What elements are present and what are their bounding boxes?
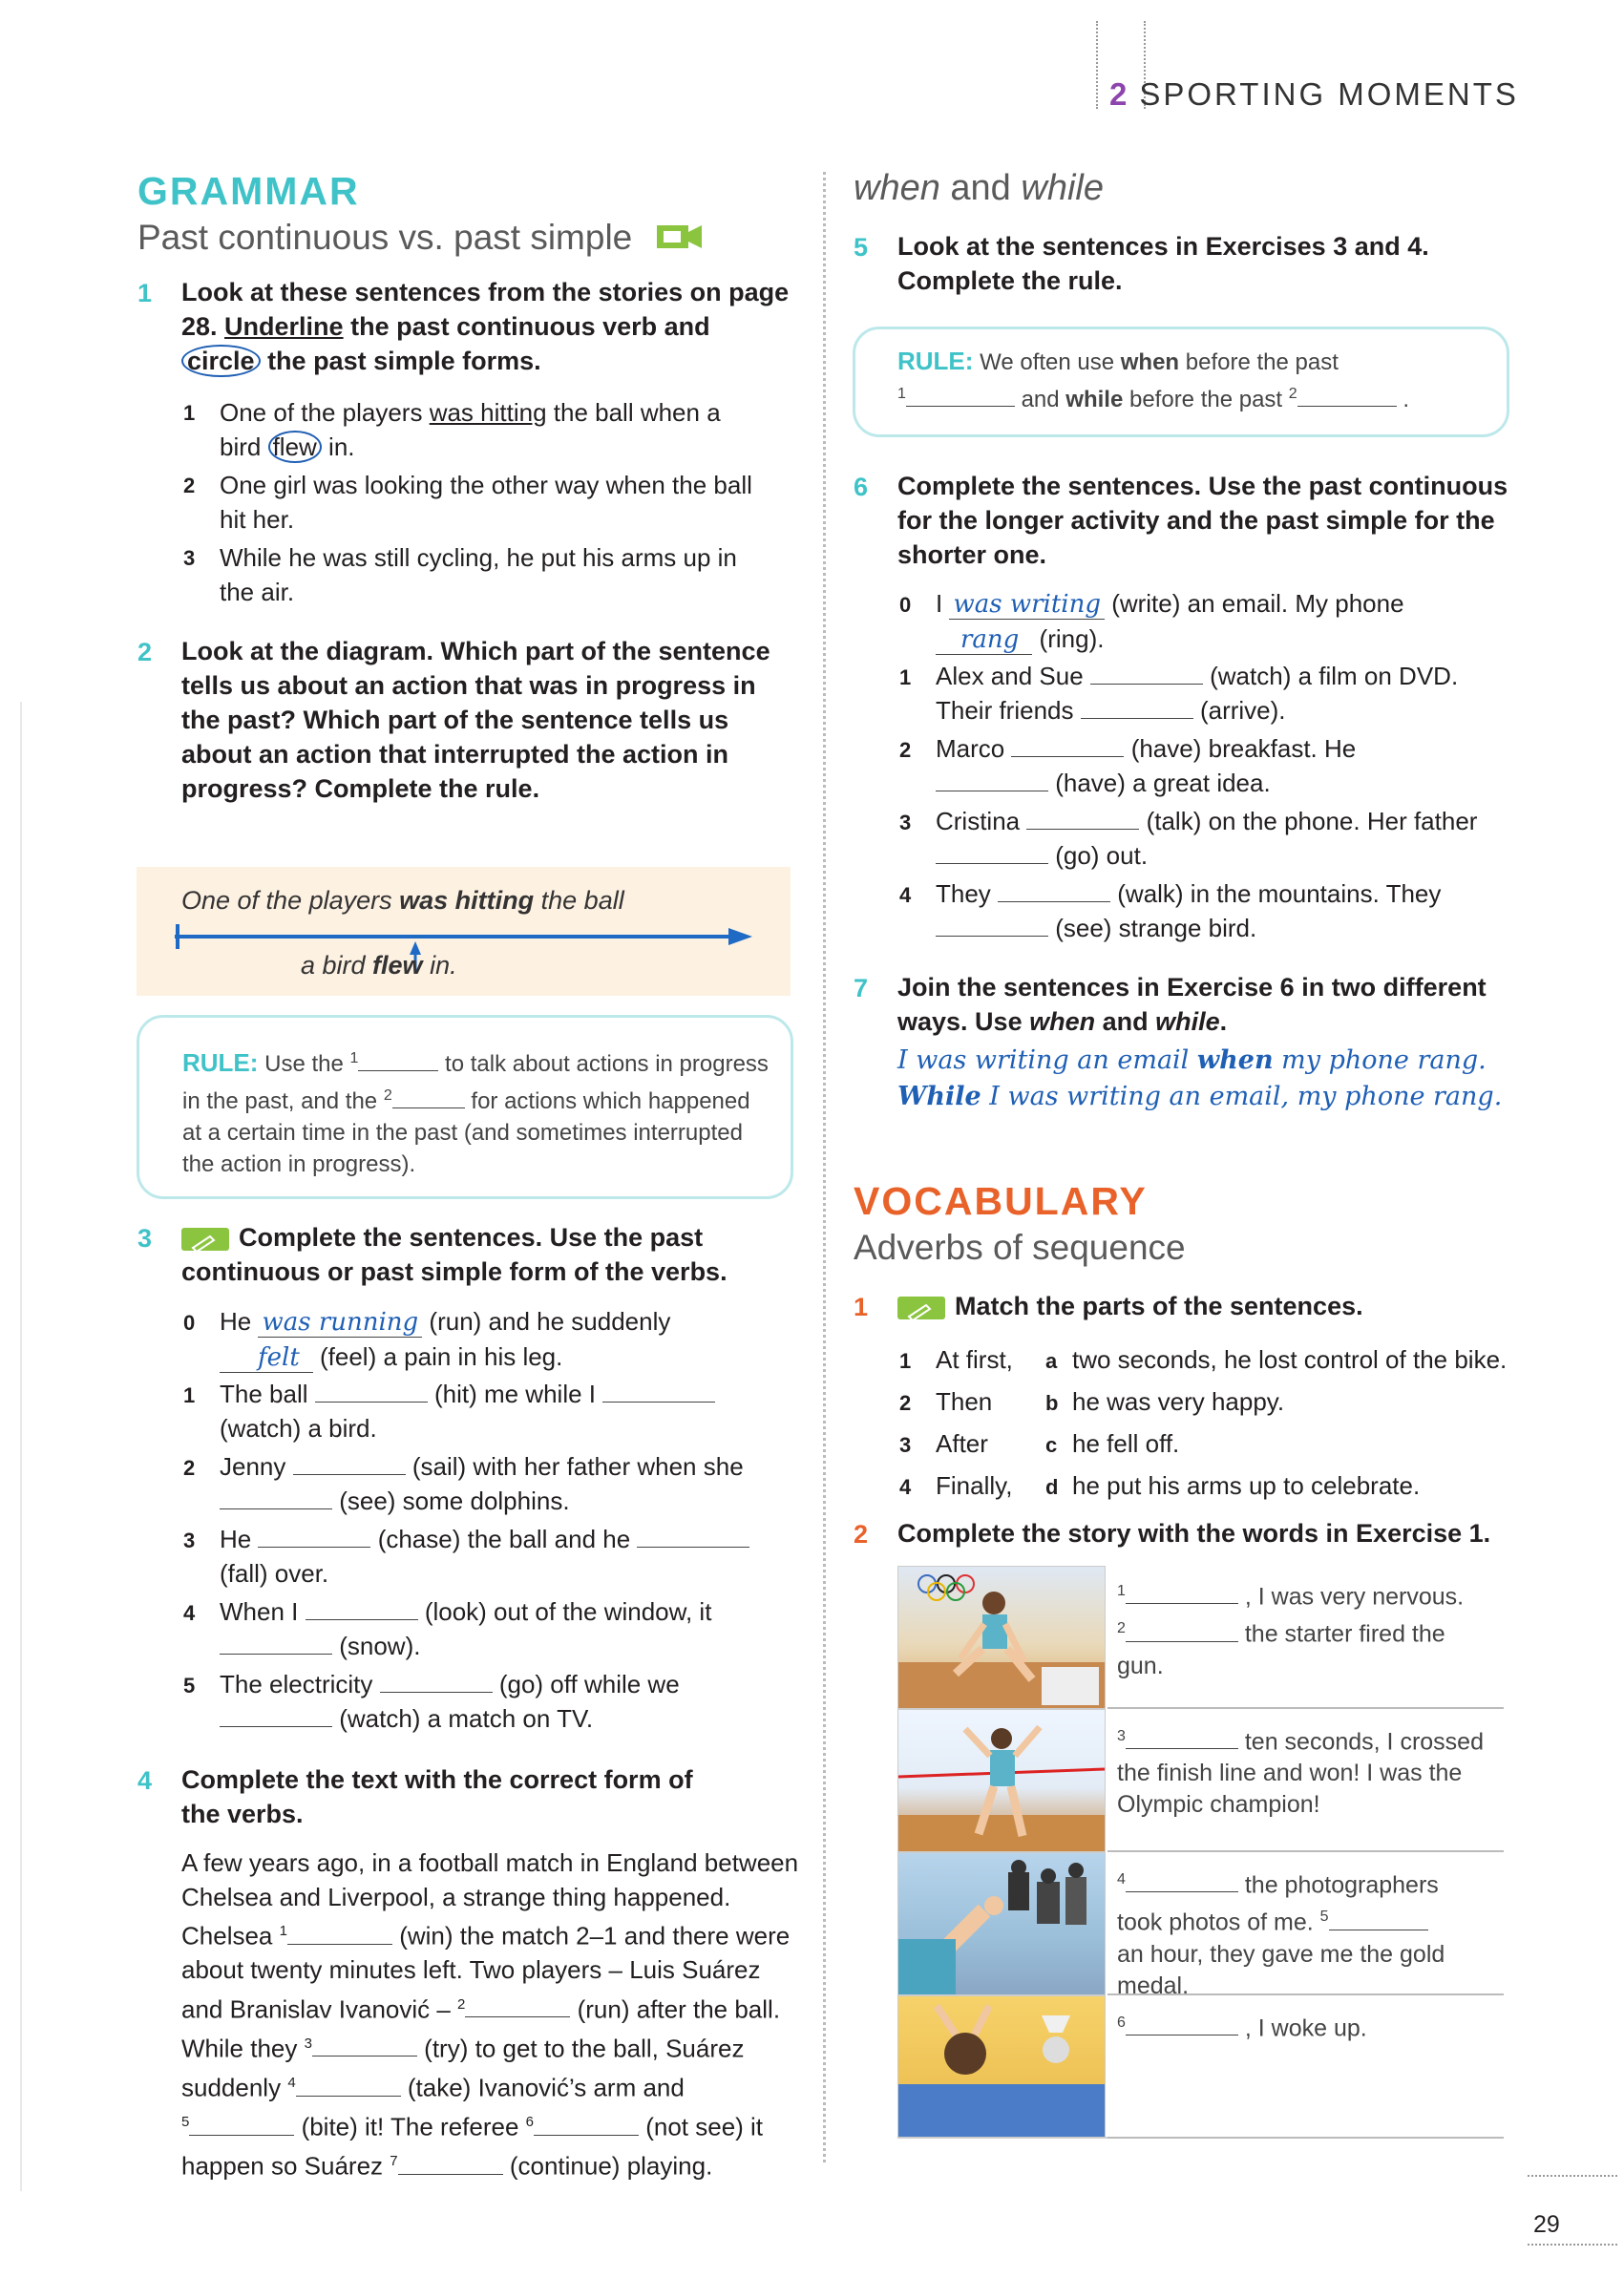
ex3-item2-blank2[interactable] <box>220 1489 332 1509</box>
ex1-line3b: the past simple forms. <box>260 347 541 375</box>
ex4-p3b: (win) the match 2–1 and there were <box>391 1921 791 1951</box>
ex3-item1 <box>220 1377 715 1445</box>
ex7-answers <box>897 1043 1502 1115</box>
ex6-item0-b: (write) an email. My phone <box>1104 589 1404 618</box>
story-t2: the starter fired the <box>1237 1620 1445 1648</box>
ex3-item3-blank1[interactable] <box>258 1528 370 1548</box>
ex6-item0-a: I <box>936 589 950 618</box>
rule-1-text <box>182 1043 793 1180</box>
rule-1-c: in the past, and the <box>182 1088 384 1114</box>
ex6-item1-b: (watch) a film on DVD. <box>1202 662 1459 690</box>
ex7-l2c: and <box>1095 1007 1156 1036</box>
ex3-item1-blank2[interactable] <box>602 1382 715 1403</box>
grammar-ex3-number: 3 <box>137 1224 153 1253</box>
ex7-ans2a: While <box>897 1082 981 1111</box>
ex3-item3 <box>220 1522 749 1591</box>
ex6-item2 <box>936 731 1356 800</box>
ex3-item2-number: 2 <box>183 1456 196 1480</box>
ex6-item1 <box>936 659 1458 728</box>
ex4-line1: Complete the text with the correct form of <box>181 1765 693 1794</box>
rule-1-s1: 1 <box>349 1050 359 1066</box>
ex6-item3-a: Cristina <box>936 807 1027 835</box>
ex4-s2: 2 <box>457 1995 466 2013</box>
ex3-item0-number: 0 <box>183 1311 196 1335</box>
ex7-instructions <box>897 970 1547 1039</box>
diagram-f: in. <box>422 951 457 980</box>
left-margin-bar <box>20 702 22 2191</box>
grammar-ex1-number: 1 <box>137 279 153 307</box>
unit-header <box>1109 76 1519 113</box>
ex1-item3-number: 3 <box>183 546 196 570</box>
ex5-line1: Look at the sentences in Exercises 3 and 4. <box>897 232 1429 261</box>
story-s4: 4 <box>1117 1871 1126 1888</box>
vocabulary-subtitle: Adverbs of sequence <box>854 1228 1186 1267</box>
ex7-ans1b: when <box>1196 1045 1274 1075</box>
ex7-l2a: ways. Use <box>897 1007 1030 1036</box>
rule-2-e: . <box>1396 387 1410 412</box>
story-t8: took photos of me. <box>1117 1909 1320 1936</box>
ex4-blank7[interactable] <box>398 2155 503 2175</box>
ex4-p5b: (run) after the ball. <box>570 1994 781 2024</box>
grammar-ex1-instructions <box>181 275 802 378</box>
ex6-item3-blank2[interactable] <box>936 844 1048 864</box>
ex3-item3-blank2[interactable] <box>637 1528 749 1548</box>
ex6-item0-answer2: rang <box>936 625 1032 655</box>
match-left-4-num: 4 <box>899 1475 912 1499</box>
story-t4: ten seconds, I crossed <box>1237 1728 1484 1756</box>
ex3-item4-blank1[interactable] <box>306 1600 418 1620</box>
rule-1-s2: 2 <box>383 1087 392 1104</box>
diagram-c: the ball <box>534 886 624 915</box>
ex1-line2c: the past continuous verb and <box>343 312 710 341</box>
rule-1-d: for actions which happened <box>464 1088 750 1114</box>
grammar-title: GRAMMAR <box>137 169 360 213</box>
ex3-item0-c: (feel) a pain in his leg. <box>312 1342 563 1371</box>
ex3-item1-b: (hit) me while I <box>427 1380 603 1408</box>
grammar-subtitle-text: Past continuous vs. past simple <box>137 218 633 257</box>
ex3-item4-blank2[interactable] <box>220 1635 332 1655</box>
ex3-item3-number: 3 <box>183 1529 196 1552</box>
ex6-item4-blank2[interactable] <box>936 917 1048 937</box>
ex3-item5-b: (go) off while we <box>492 1670 680 1698</box>
ex6-item2-blank2[interactable] <box>936 771 1048 791</box>
vocab-ex1-head: Match the parts of the sentences. <box>955 1292 1363 1320</box>
ex4-p7b: (take) Ivanović’s arm and <box>400 2073 685 2102</box>
rule-1-label: RULE: <box>182 1048 259 1077</box>
ex3-item4-a: When I <box>220 1597 306 1626</box>
story-t7: the photographers <box>1237 1871 1439 1899</box>
ex6-item0 <box>936 586 1404 657</box>
grammar-ex2-instructions <box>181 634 802 806</box>
ex3-item0-answer1: was running <box>258 1308 422 1338</box>
ex3-item3-c: (fall) over. <box>220 1559 329 1588</box>
ex6-item4-a: They <box>936 879 999 908</box>
ex7-ans1c: my phone rang. <box>1273 1045 1487 1075</box>
rule-2-s2: 2 <box>1288 386 1297 402</box>
unit-title: SPORTING MOMENTS <box>1139 76 1519 112</box>
ex4-s4: 4 <box>287 2074 296 2091</box>
title-and: and <box>939 168 1022 208</box>
title-when: when <box>854 168 940 208</box>
story-panel-1-text <box>1117 1575 1464 1682</box>
ex1-item3-l2: the air. <box>220 578 295 606</box>
ex3-item5-number: 5 <box>183 1674 196 1698</box>
rule-2-s1: 1 <box>897 386 906 402</box>
ex4-blank3[interactable] <box>312 2036 417 2057</box>
ex1-item1-circled: flew <box>268 431 322 463</box>
ex1-line2 <box>181 309 802 344</box>
ex6-item3-c: (go) out. <box>1048 841 1149 870</box>
match-right-a-letter: a <box>1045 1349 1058 1373</box>
match-right-b: he was very happy. <box>1072 1387 1285 1416</box>
story-s3: 3 <box>1117 1728 1126 1744</box>
match-left-1-num: 1 <box>899 1349 912 1373</box>
story-picture-1 <box>897 1566 1106 1709</box>
match-right-c: he fell off. <box>1072 1429 1180 1458</box>
vocab-ex2-number: 2 <box>854 1520 869 1549</box>
story-blank4[interactable] <box>1126 1872 1238 1892</box>
ex6-item2-number: 2 <box>899 738 912 762</box>
ex4-s7: 7 <box>390 2153 398 2170</box>
ex3-line1: Complete the sentences. Use the past <box>239 1223 704 1252</box>
ex6-item2-a: Marco <box>936 734 1012 763</box>
video-icon <box>656 220 704 260</box>
rule-2-a: We often use <box>973 349 1121 375</box>
ex6-item4-blank1[interactable] <box>998 882 1110 902</box>
ex1-item2-number: 2 <box>183 474 196 497</box>
ex3-item1-c: (watch) a bird. <box>220 1414 377 1443</box>
story-panel-2-text <box>1117 1720 1484 1821</box>
ex6-item2-blank1[interactable] <box>1011 737 1124 757</box>
story-t9: an hour, they gave me the gold <box>1117 1940 1445 1968</box>
ex1-item2 <box>220 468 752 537</box>
ex1-item1-c: the ball when a <box>546 398 721 427</box>
vocab-ex1-number: 1 <box>854 1293 869 1321</box>
ex2-line1: Look at the diagram. Which part of the sentence <box>181 637 770 665</box>
rule-1-blank1[interactable] <box>358 1051 438 1071</box>
panel-divider-1 <box>1107 1707 1504 1709</box>
ex6-item3 <box>936 804 1477 873</box>
story-blank6[interactable] <box>1126 2015 1238 2035</box>
story-picture-4 <box>897 1995 1106 2139</box>
story-t1: , I was very nervous. <box>1237 1583 1465 1611</box>
ex6-item1-blank2[interactable] <box>1081 699 1193 719</box>
ex1-item2-l1: One girl was looking the other way when the ball <box>220 471 752 499</box>
match-right-b-letter: b <box>1045 1391 1059 1415</box>
title-while: while <box>1021 168 1104 208</box>
ex1-item3 <box>220 540 737 609</box>
ex3-item2-blank1[interactable] <box>293 1455 406 1475</box>
ex1-item2-l2: hit her. <box>220 505 295 534</box>
ex3-item2-c: (see) some dolphins. <box>332 1487 570 1515</box>
story-picture-2 <box>897 1709 1106 1852</box>
ex6-item3-b: (talk) on the phone. Her father <box>1139 807 1478 835</box>
rule-2-while: while <box>1065 387 1124 412</box>
rule-2-b: before the past <box>1179 349 1339 375</box>
ex4-p6a: While they <box>181 2034 305 2063</box>
diagram-d: a bird <box>301 951 373 980</box>
ex4-blank2[interactable] <box>465 1997 570 2017</box>
story-blank3[interactable] <box>1126 1729 1238 1749</box>
story-picture-3 <box>897 1852 1106 1995</box>
story-t10: medal. <box>1117 1972 1190 1999</box>
rule-1-f: the action in progress). <box>182 1151 416 1177</box>
ex4-p8b: (bite) it! The referee <box>294 2112 526 2141</box>
ex1-item1 <box>220 395 721 464</box>
story-s5: 5 <box>1319 1909 1329 1926</box>
ex3-item5-blank2[interactable] <box>220 1707 332 1727</box>
ex4-s3: 3 <box>304 2035 312 2052</box>
pencil-icon <box>181 1228 229 1251</box>
rule-1-a: Use the <box>258 1051 350 1077</box>
match-right-d-letter: d <box>1045 1475 1059 1499</box>
ex7-ans1a: I was writing an email <box>897 1045 1197 1075</box>
ex6-line3: shorter one. <box>897 540 1047 569</box>
ex2-line4: about an action that interrupted the action in <box>181 740 729 769</box>
ex3-item2-b: (sail) with her father when she <box>405 1452 744 1481</box>
rule-2-blank2[interactable] <box>1297 387 1397 407</box>
rule-2-d: before the past <box>1123 387 1289 412</box>
ex6-item0-number: 0 <box>899 593 912 617</box>
ex3-item0-b: (run) and he suddenly <box>422 1307 671 1336</box>
rule-2-blank1[interactable] <box>906 387 1015 407</box>
grammar-ex4-instructions <box>181 1762 802 1831</box>
ex6-item4 <box>936 876 1441 945</box>
page-number: 29 <box>1533 2211 1560 2238</box>
ex3-item4-c: (snow). <box>332 1632 421 1660</box>
rule-2-c: and <box>1014 387 1066 412</box>
rule-2-label: RULE: <box>897 347 974 375</box>
ex3-item4 <box>220 1594 711 1663</box>
vocab-match-left <box>899 1339 1013 1508</box>
ex6-item1-c: Their friends <box>936 696 1081 725</box>
ex3-item4-number: 4 <box>183 1601 196 1625</box>
story-panel-4-text <box>1117 2007 1367 2044</box>
ex1-item1-underlined: was hitting <box>429 398 547 427</box>
vocab-ex1-instructions <box>897 1289 1363 1323</box>
ex6-item1-d: (arrive). <box>1192 696 1286 725</box>
ex3-item1-number: 1 <box>183 1383 196 1407</box>
ex7-l2e: . <box>1219 1007 1228 1036</box>
ex3-item4-b: (look) out of the window, it <box>417 1597 712 1626</box>
ex4-p1: A few years ago, in a football match in England between <box>181 1848 799 1877</box>
ex6-line2: for the longer activity and the past simple for the <box>897 506 1495 535</box>
ex4-p7a: suddenly <box>181 2073 288 2102</box>
ex4-p3a: Chelsea <box>181 1921 280 1951</box>
ex4-blank5[interactable] <box>189 2116 294 2136</box>
ex4-p5a: and Branislav Ivanović – <box>181 1994 458 2024</box>
story-s2: 2 <box>1117 1620 1126 1637</box>
ex1-line2a: 28. <box>181 312 225 341</box>
panel-divider-4 <box>1107 2137 1504 2139</box>
ex4-line2: the verbs. <box>181 1800 304 1828</box>
ex2-line2: tells us about an action that was in progress in <box>181 671 756 700</box>
ex6-item1-blank1[interactable] <box>1090 664 1203 685</box>
rule-1-e: at a certain time in the past (and sometimes interrupted <box>182 1120 743 1146</box>
ex5-instructions <box>897 229 1528 298</box>
ex4-blank4[interactable] <box>296 2077 401 2097</box>
story-t5: the finish line and won! I was the <box>1117 1760 1463 1787</box>
rule-1-b: to talk about actions in progress <box>438 1051 769 1077</box>
story-t3: gun. <box>1117 1652 1164 1679</box>
ex7-ans2b: I was writing an email, my phone rang. <box>981 1082 1503 1111</box>
ex2-line5: progress? Complete the rule. <box>181 774 540 803</box>
match-right-d: he put his arms up to celebrate. <box>1072 1471 1421 1500</box>
ex6-item2-c: (have) a great idea. <box>1048 769 1271 797</box>
ex1-item1-d: bird <box>220 432 268 461</box>
ex6-number: 6 <box>854 473 869 501</box>
ex6-item1-number: 1 <box>899 665 912 689</box>
ex4-s5: 5 <box>181 2114 190 2131</box>
ex3-line2: continuous or past simple form of the verbs. <box>181 1257 728 1286</box>
ex3-item5-a: The electricity <box>220 1670 380 1698</box>
story-t11: , I woke up. <box>1237 2014 1367 2042</box>
ex3-item3-b: (chase) the ball and he <box>370 1525 638 1553</box>
grammar-subtitle <box>137 218 704 260</box>
ex7-number: 7 <box>854 974 869 1002</box>
grammar-ex3-instructions <box>181 1220 812 1289</box>
story-s1: 1 <box>1117 1583 1126 1599</box>
ex3-item5 <box>220 1667 680 1736</box>
column-divider <box>823 172 826 2162</box>
ex1-item3-l1: While he was still cycling, he put his arms up in <box>220 543 737 572</box>
ex3-item5-blank1[interactable] <box>380 1673 493 1693</box>
ex4-p9b: (continue) playing. <box>502 2151 713 2181</box>
story-blank1[interactable] <box>1126 1584 1238 1604</box>
ex4-p4: about twenty minutes left. Two players – Luis Suárez <box>181 1955 761 1985</box>
ex6-item2-b: (have) breakfast. He <box>1124 734 1357 763</box>
grammar-ex2-number: 2 <box>137 638 153 666</box>
diagram-line2 <box>301 951 457 981</box>
ex1-item1-a: One of the players <box>220 398 430 427</box>
ex1-item1-number: 1 <box>183 401 196 425</box>
story-t6: Olympic champion! <box>1117 1791 1320 1819</box>
timeline-diagram <box>137 867 791 996</box>
story-panel-3-text <box>1117 1864 1445 2002</box>
rule-1-blank2[interactable] <box>392 1088 465 1108</box>
ex4-p6b: (try) to get to the ball, Suárez <box>416 2034 745 2063</box>
ex1-line1: Look at these sentences from the stories on page <box>181 278 790 306</box>
ex7-l2b: when <box>1029 1007 1096 1036</box>
vocab-ex2-instructions: Complete the story with the words in Exercise 1. <box>897 1519 1491 1548</box>
story-blank2[interactable] <box>1126 1622 1238 1642</box>
ex4-s6: 6 <box>525 2114 534 2131</box>
underline-word: Underline <box>224 312 344 341</box>
match-right-c-letter: c <box>1045 1433 1058 1457</box>
match-left-3: After <box>936 1429 988 1458</box>
ex3-item1-a: The ball <box>220 1380 315 1408</box>
rule-2-text <box>897 346 1499 415</box>
match-left-1: At first, <box>936 1345 1013 1374</box>
ex3-item2-a: Jenny <box>220 1452 293 1481</box>
ex6-line1: Complete the sentences. Use the past continuous <box>897 472 1508 500</box>
panel-divider-bottom <box>897 2137 1107 2139</box>
ex3-item0-a: He <box>220 1307 259 1336</box>
ex6-item4-number: 4 <box>899 883 912 907</box>
unit-number: 2 <box>1109 76 1130 112</box>
diagram-a: One of the players <box>181 886 400 915</box>
ex1-line3 <box>181 344 802 378</box>
ex6-item4-c: (see) strange bird. <box>1048 914 1257 942</box>
ex3-item3-a: He <box>220 1525 259 1553</box>
ex6-item0-c: (ring). <box>1032 624 1105 653</box>
ex4-blank1[interactable] <box>287 1925 392 1945</box>
ex4-p9a: happen so Suárez <box>181 2151 390 2181</box>
match-left-2: Then <box>936 1387 993 1416</box>
ex7-line1: Join the sentences in Exercise 6 in two different <box>897 973 1487 1002</box>
ex6-item3-number: 3 <box>899 811 912 834</box>
ex1-item1-f: in. <box>321 432 355 461</box>
ex5-line2: Complete the rule. <box>897 266 1123 295</box>
ex6-item1-a: Alex and Sue <box>936 662 1090 690</box>
ex2-line3: the past? Which part of the sentence tells us <box>181 706 729 734</box>
match-left-2-num: 2 <box>899 1391 912 1415</box>
ex3-item2 <box>220 1449 744 1518</box>
timeline-arrow <box>175 915 757 972</box>
ex4-p2: Chelsea and Liverpool, a strange thing happened. <box>181 1882 731 1911</box>
rule-2-when: when <box>1120 349 1180 375</box>
grammar-ex4-number: 4 <box>137 1766 153 1795</box>
panel-divider-2 <box>1107 1850 1504 1852</box>
ex5-number: 5 <box>854 233 869 262</box>
diagram-b: was hitting <box>399 886 535 915</box>
vocab-match-right <box>1045 1339 1507 1508</box>
ex3-item1-blank1[interactable] <box>315 1382 428 1403</box>
when-while-title <box>854 168 1104 209</box>
ex7-l2d: while <box>1155 1007 1220 1036</box>
circle-word: circle <box>181 345 261 377</box>
story-blank5[interactable] <box>1329 1910 1428 1930</box>
ex4-s1: 1 <box>279 1923 287 1939</box>
diagram-e: flew <box>372 951 423 980</box>
vocabulary-title: VOCABULARY <box>854 1179 1148 1223</box>
ex6-item3-blank1[interactable] <box>1026 810 1139 830</box>
ex6-item4-b: (walk) in the mountains. They <box>1110 879 1442 908</box>
ex6-instructions <box>897 469 1547 572</box>
ex4-p8c: (not see) it <box>638 2112 764 2141</box>
ex6-item0-answer1: was writing <box>949 590 1105 620</box>
match-right-a: two seconds, he lost control of the bike. <box>1072 1345 1508 1374</box>
ex3-item5-c: (watch) a match on TV. <box>332 1704 594 1733</box>
story-s6: 6 <box>1117 2014 1126 2031</box>
pencil-icon-2 <box>897 1297 945 1319</box>
match-left-3-num: 3 <box>899 1433 912 1457</box>
ex4-text <box>181 1846 812 2183</box>
match-left-4: Finally, <box>936 1471 1013 1500</box>
ex3-item0-answer2: felt <box>220 1343 313 1373</box>
ex3-item0 <box>220 1304 670 1375</box>
ex4-blank6[interactable] <box>534 2116 639 2136</box>
diagram-line1 <box>181 886 624 916</box>
